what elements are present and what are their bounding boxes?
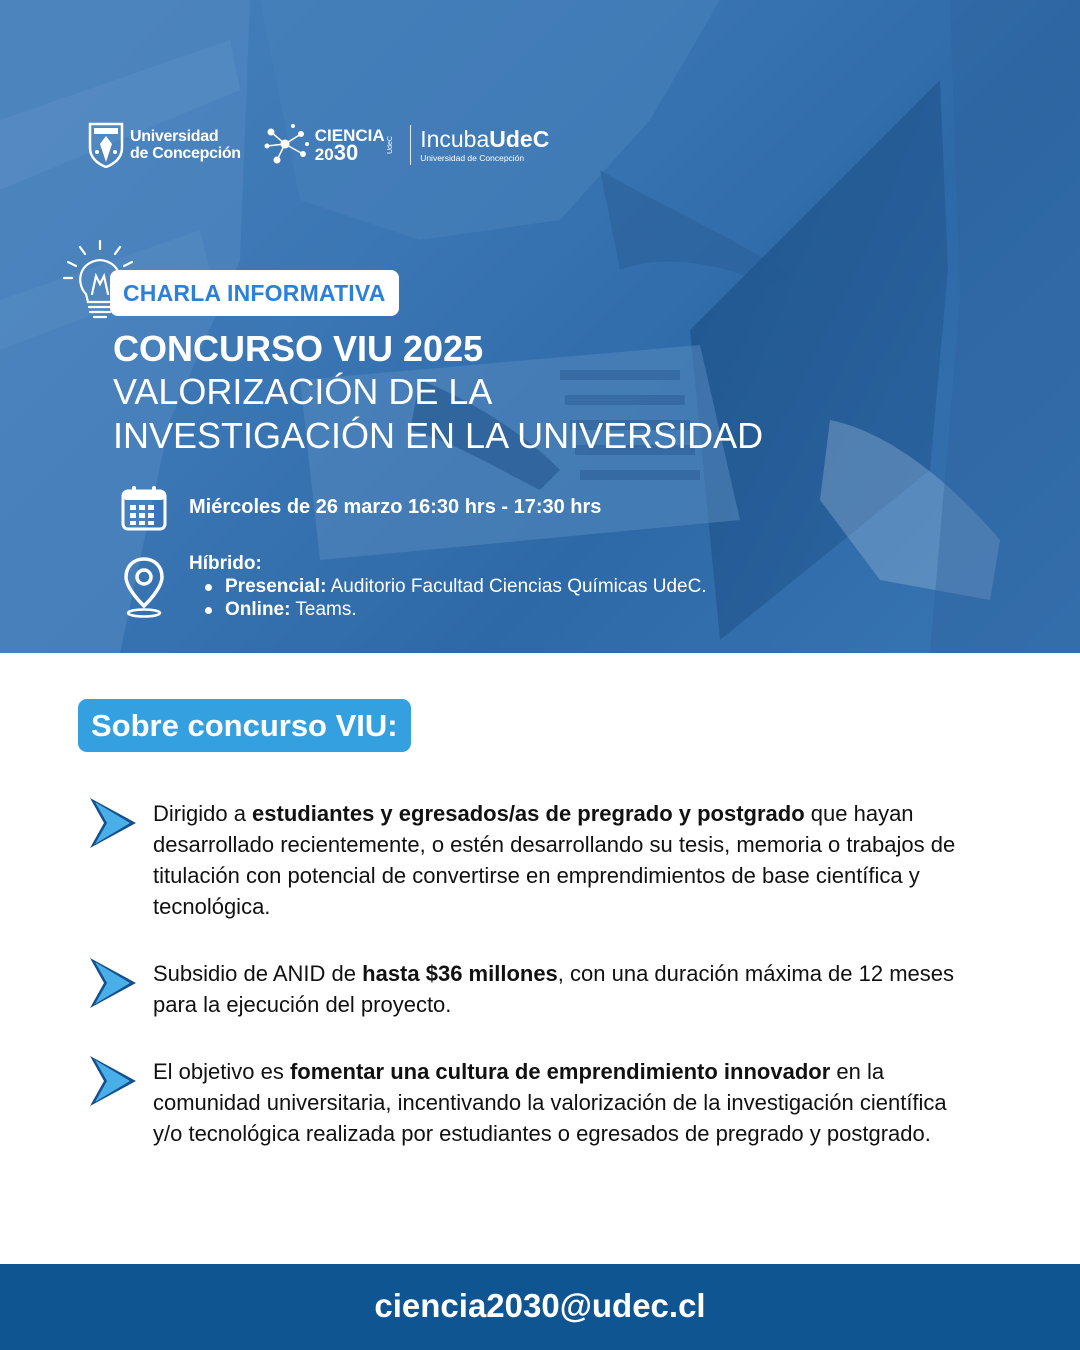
udec-logo-line2: de Concepción [130, 145, 241, 162]
event-title: CONCURSO VIU 2025 [113, 328, 484, 369]
location-value: Teams. [290, 599, 357, 620]
location-value: Auditorio Facultad Ciencias Químicas UdeC. [326, 576, 707, 597]
contact-email[interactable]: ciencia2030@udec.cl [374, 1287, 706, 1324]
about-item-highlight: fomentar una cultura de emprendimiento innovador [289, 1059, 831, 1084]
event-date: Miércoles de 26 marzo 16:30 hrs - 17:30 hrs [189, 496, 602, 518]
about-item-text [153, 1056, 968, 1149]
about-item-segment: Subsidio de ANID de [153, 961, 363, 986]
ciencia-2030-logo [263, 122, 394, 168]
location-item-presencial [201, 575, 707, 598]
incuba-logo-sub: Universidad de Concepción [420, 152, 525, 163]
ciencia-logo-udec: UdeC [386, 136, 394, 154]
calendar-icon [120, 484, 168, 532]
about-item-segment: en la comunidad universitaria, incentivando la valorización de la investigación científica y/o tecnológica realizada por estudiantes o egresados de pregrado y postgrado. [153, 1059, 947, 1146]
about-item-segment: El objetivo es [153, 1059, 290, 1084]
location-label: Presencial: [225, 576, 327, 597]
about-section-heading: Sobre concurso VIU: [78, 699, 411, 752]
ciencia-logo-30: 30 [333, 140, 359, 165]
incuba-udec-logo [420, 125, 550, 163]
incuba-logo-light: Incuba [420, 125, 490, 152]
hero-content [0, 0, 1080, 653]
chevron-arrow-icon [88, 796, 138, 850]
logo-bar [88, 120, 549, 170]
about-item-segment: Dirigido a [153, 801, 253, 826]
about-item-text [153, 958, 968, 1020]
charla-informativa-badge: CHARLA INFORMATIVA [110, 270, 399, 316]
about-item-highlight: estudiantes y egresados/as de pregrado y postgrado [252, 801, 805, 826]
udec-shield-icon [88, 122, 124, 168]
chevron-arrow-icon [88, 956, 138, 1010]
about-item-text [153, 798, 968, 922]
logo-separator [410, 125, 412, 165]
event-mode-label: Híbrido: [189, 553, 262, 574]
location-label: Online: [225, 599, 291, 620]
event-subtitle-line2: INVESTIGACIÓN EN LA UNIVERSIDAD [113, 415, 764, 456]
chevron-arrow-icon [88, 1054, 138, 1108]
about-item-segment: , con una duración máxima de 12 meses para la ejecución del proyecto. [153, 961, 955, 1017]
event-subtitle-line1: VALORIZACIÓN DE LA [113, 371, 493, 412]
ciencia-logo-20: 20 [314, 145, 334, 164]
incuba-logo-bold: UdeC [489, 125, 550, 152]
about-item-segment: que hayan desarrollado recientemente, o estén desarrollando su tesis, memoria o trabajos de titulación con potencial de convertirse en emprendimientos de base científica y tecnológica. [153, 801, 956, 919]
ciencia-logo-line1: CIENCIA [314, 126, 385, 145]
location-item-online [201, 598, 707, 621]
location-list [201, 575, 707, 621]
molecule-network-icon [263, 122, 311, 168]
about-item-highlight: hasta $36 millones [362, 961, 558, 986]
location-pin-icon [121, 556, 167, 618]
udec-logo [88, 122, 241, 168]
hero-banner [0, 0, 1080, 653]
udec-logo-line1: Universidad [130, 128, 219, 145]
